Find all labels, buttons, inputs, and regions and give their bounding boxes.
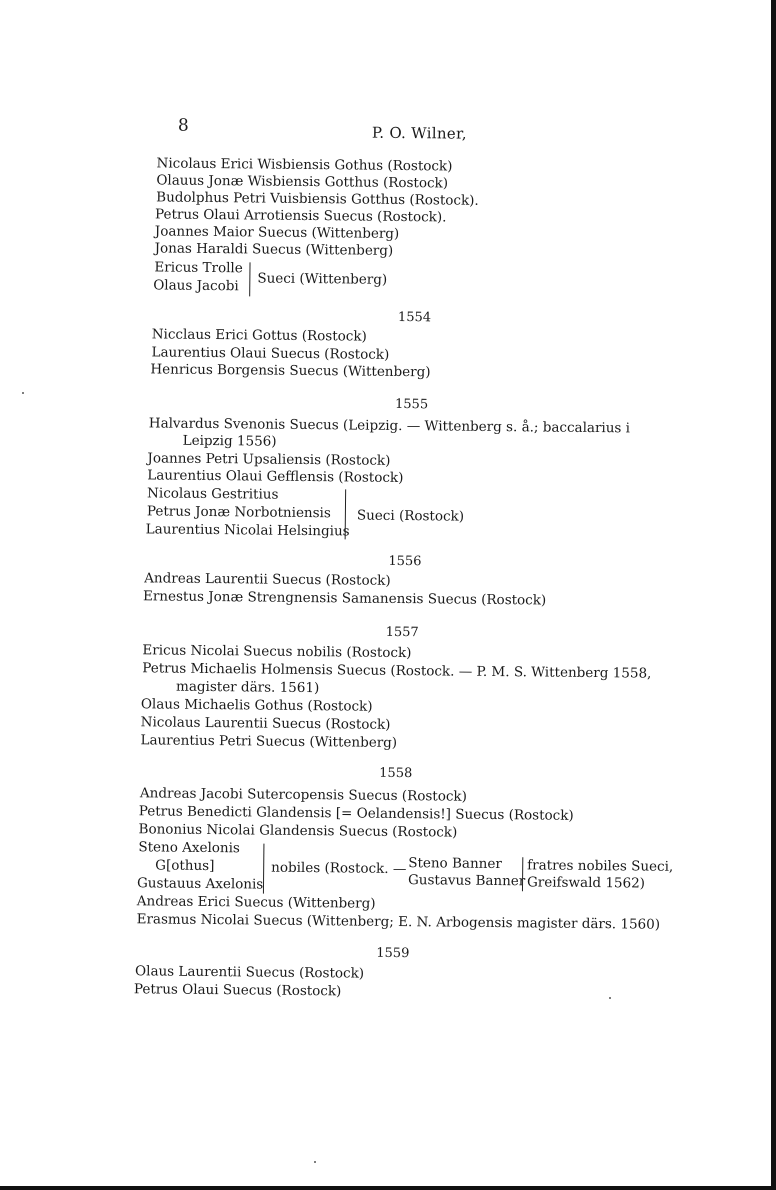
entry-line: Ericus Nicolai Suecus nobilis (Rostock) bbox=[142, 642, 412, 662]
entry-line: G[othus] bbox=[155, 857, 215, 875]
page-number: 8 bbox=[177, 115, 189, 136]
entry-line: Nicclaus Erici Gottus (Rostock) bbox=[151, 326, 367, 345]
group-note: Sueci (Wittenberg) bbox=[257, 270, 388, 288]
year-heading: 1559 bbox=[376, 945, 410, 962]
entry-line: Ernestus Jonæ Strengnensis Samanensis Suecus (Rostock) bbox=[142, 588, 547, 609]
entry-line: Andreas Laurentii Suecus (Rostock) bbox=[144, 570, 391, 589]
entry-line: Laurentius Olaui Gefflensis (Rostock) bbox=[147, 467, 404, 487]
year-heading: 1556 bbox=[388, 553, 422, 570]
entry-line: Nicolaus Laurentii Suecus (Rostock) bbox=[140, 714, 391, 733]
entry-line: Leipzig 1556) bbox=[182, 432, 277, 450]
entry-line: Gustavus Banner bbox=[407, 872, 526, 890]
year-heading: 1554 bbox=[397, 309, 432, 326]
entry-line: Olaus Jacobi bbox=[153, 277, 239, 295]
group-note: Sueci (Rostock) bbox=[356, 507, 465, 525]
brace bbox=[249, 262, 250, 296]
entry-line: Nicolaus Gestritius bbox=[147, 485, 279, 503]
entry-line: Steno Banner bbox=[408, 855, 502, 873]
entry-line: Petrus Olaui Suecus (Rostock) bbox=[133, 981, 342, 1000]
entry-line: Joannes Maior Suecus (Wittenberg) bbox=[154, 223, 400, 242]
entry-line: Olaus Michaelis Gothus (Rostock) bbox=[140, 696, 373, 715]
entry-line: Gustauus Axelonis bbox=[136, 875, 264, 893]
group-note: nobiles (Rostock. — bbox=[271, 859, 407, 878]
entry-line: Henricus Borgensis Suecus (Wittenberg) bbox=[150, 361, 431, 381]
entry-line: Olaus Laurentii Suecus (Rostock) bbox=[135, 963, 365, 982]
group-note: fratres nobiles Sueci, bbox=[527, 857, 674, 875]
entry-line: Petrus Michaelis Holmensis Suecus (Rostock. — P. M. S. Wittenberg 1558, bbox=[142, 660, 652, 682]
entry-line: Andreas Erici Suecus (Wittenberg) bbox=[136, 893, 376, 912]
entry-line: Petrus Benedicti Glandensis [= Oelandensis!] Suecus (Rostock) bbox=[138, 803, 574, 824]
entry-line: Nicolaus Erici Wisbiensis Gothus (Rostock) bbox=[156, 155, 453, 175]
entry-line: Erasmus Nicolai Suecus (Wittenberg; E. N. Arbogensis magister därs. 1560) bbox=[136, 911, 661, 933]
entry-line: Petrus Olaui Arrotiensis Suecus (Rostock). bbox=[154, 206, 447, 226]
entry-line: Ericus Trolle bbox=[154, 259, 243, 277]
entry-line: Laurentius Nicolai Helsingius bbox=[145, 521, 350, 540]
year-heading: 1555 bbox=[394, 396, 429, 413]
entry-line: Andreas Jacobi Sutercopensis Suecus (Rostock) bbox=[139, 785, 467, 805]
brace bbox=[263, 844, 265, 894]
group-note: Greifswald 1562) bbox=[526, 874, 646, 892]
entry-line: magister därs. 1561) bbox=[175, 678, 320, 697]
year-heading: 1557 bbox=[385, 624, 419, 641]
entry-line: Budolphus Petri Vuisbiensis Gotthus (Rostock). bbox=[156, 189, 479, 209]
entry-line: Olauus Jonæ Wisbiensis Gotthus (Rostock) bbox=[156, 172, 449, 192]
entry-line: Jonas Haraldi Suecus (Wittenberg) bbox=[154, 240, 394, 259]
entry-line: Petrus Jonæ Norbotniensis bbox=[146, 503, 331, 522]
year-heading: 1558 bbox=[379, 765, 413, 782]
entry-line: Joannes Petri Upsaliensis (Rostock) bbox=[147, 450, 391, 469]
entry-line: Halvardus Svenonis Suecus (Leipzig. — Wittenberg s. å.; baccalarius i bbox=[148, 415, 631, 437]
entry-line: Laurentius Olaui Suecus (Rostock) bbox=[151, 344, 390, 363]
entry-line: Laurentius Petri Suecus (Wittenberg) bbox=[140, 732, 398, 751]
entry-line: Steno Axelonis bbox=[138, 839, 240, 857]
entry-line: Bononius Nicolai Glandensis Suecus (Rostock) bbox=[138, 821, 458, 841]
running-head: P. O. Wilner, bbox=[371, 123, 468, 143]
